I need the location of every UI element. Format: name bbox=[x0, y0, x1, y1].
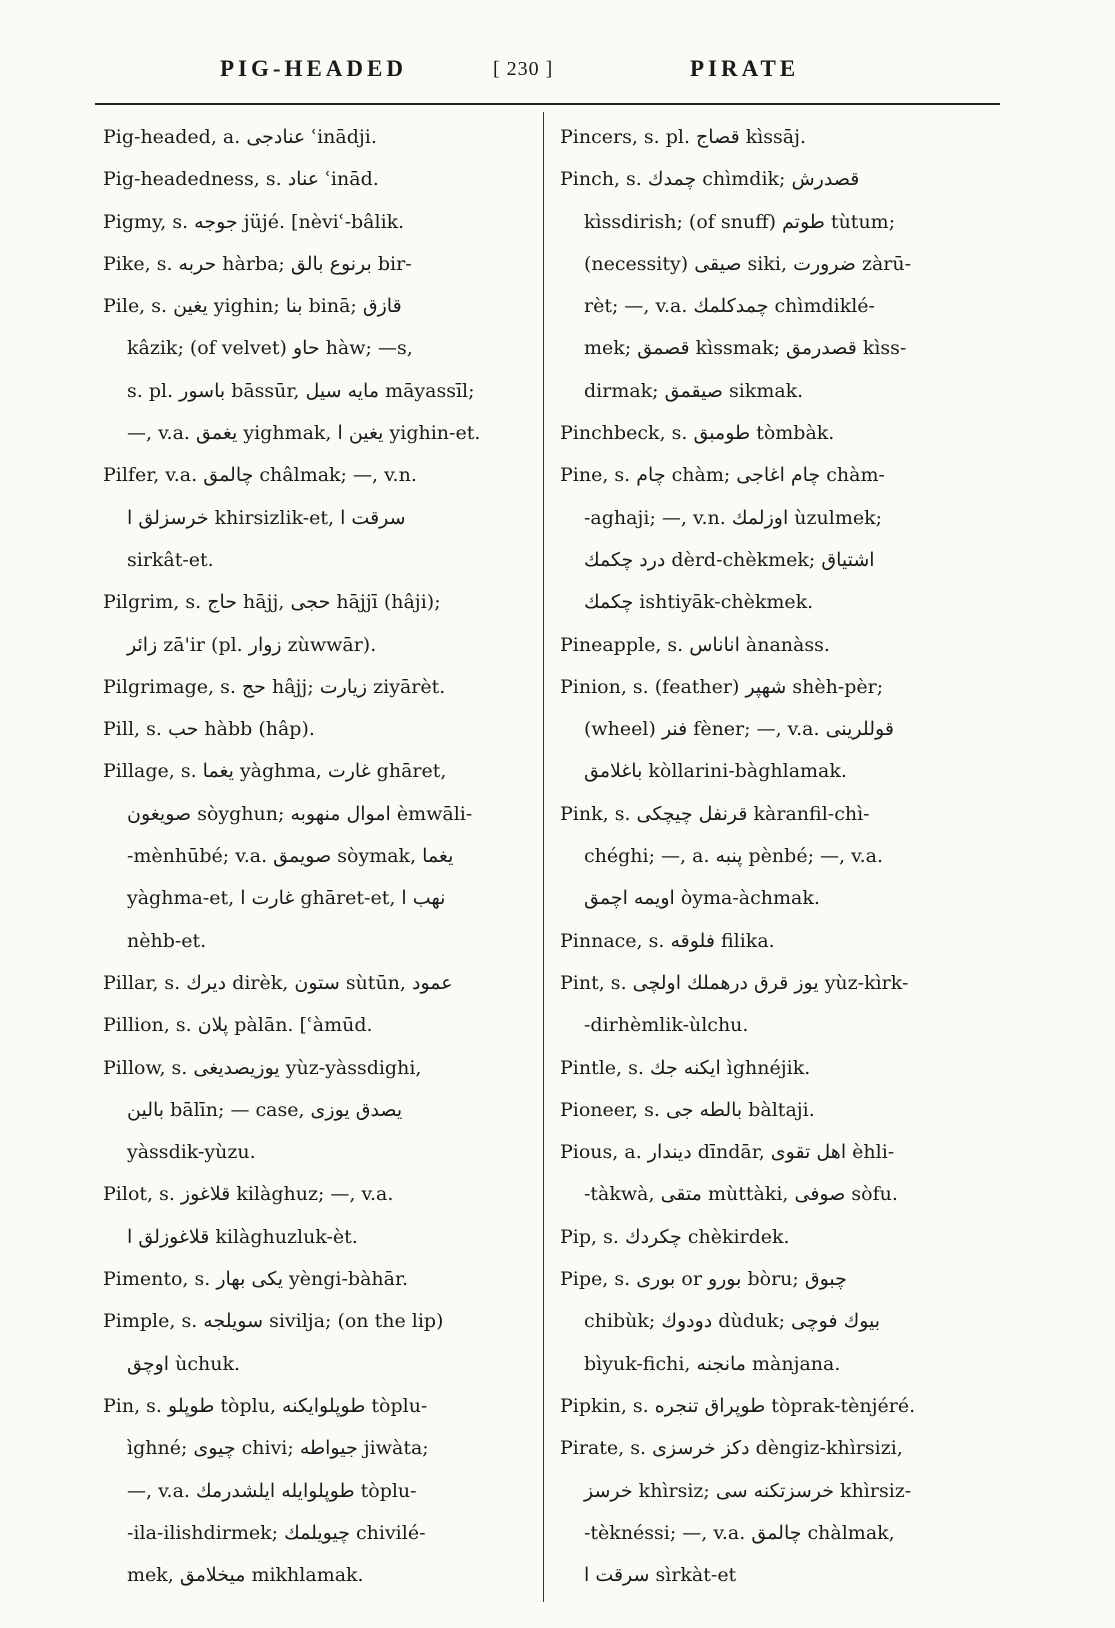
dictionary-entry-line: Pig-headed, a. عنادجی ʿinādji. bbox=[103, 126, 377, 148]
dictionary-entry-line: kìssdirish; (of snuff) طوتم tùtum; bbox=[584, 210, 896, 233]
column-divider bbox=[543, 112, 544, 1602]
dictionary-entry-line: -ila-ilishdirmek; چيويلمك chivilé- bbox=[127, 1521, 426, 1544]
dictionary-entry-line: Pip, s. چكردك chèkirdek. bbox=[560, 1225, 790, 1248]
dictionary-entry-line: Pike, s. حربه hàrba; برنوع بالق bir- bbox=[103, 252, 412, 275]
dictionary-entry-line: rèt; —, v.a. چمدكلمك chìmdiklé- bbox=[584, 295, 875, 318]
page-number: [ 230 ] bbox=[493, 58, 554, 80]
dictionary-entry-line: -aghaji; —, v.n. اوزلمك ùzulmek; bbox=[584, 506, 883, 529]
right-column bbox=[560, 116, 980, 1596]
dictionary-entry-line: Pint, s. يوز قرق درهملك اولچى yùz-kìrk- bbox=[560, 971, 909, 994]
dictionary-entry-line: Pile, s. يغين yighin; بنا binā; قازق bbox=[103, 295, 402, 318]
dictionary-entry-line: بالين bālīn; — case, يصدق يوزى bbox=[127, 1098, 403, 1121]
dictionary-entry-line: Pincers, s. pl. قصاج kìssāj. bbox=[560, 126, 807, 148]
dictionary-entry-line: yàssdik-yùzu. bbox=[127, 1141, 256, 1164]
dictionary-entry-line: chibùk; دودوك dùduk; بيوك فوچى bbox=[584, 1310, 881, 1333]
dictionary-entry-line: sirkât-et. bbox=[127, 548, 214, 571]
dictionary-entry-line: صويغون sòyghun; اموال منهوبه èmwāli- bbox=[127, 802, 473, 825]
dictionary-entry-line: Pinion, s. (feather) شهپر shèh-pèr; bbox=[560, 675, 884, 698]
dictionary-entry-line: mek, ميخلامق mikhlamak. bbox=[127, 1564, 364, 1587]
dictionary-entry-line: Pirate, s. دكز خرسزى dèngiz-khìrsizi, bbox=[560, 1437, 903, 1460]
dictionary-entry-line: s. pl. باسور bāssūr, مايه سيل māyassīl; bbox=[127, 379, 475, 402]
dictionary-entry-line: ìghné; چيوى chivi; جيواطه jiwàta; bbox=[127, 1437, 429, 1460]
dictionary-entry-line: خرسز khìrsiz; خرسزتكنه سى khìrsiz- bbox=[584, 1479, 912, 1502]
dictionary-entry-line: -mènhūbé; v.a. صويمق sòymak, يغما bbox=[127, 845, 454, 868]
dictionary-entry-line: باغلامق kòllarini-bàghlamak. bbox=[584, 760, 847, 783]
dictionary-entry-line: Pilot, s. قلاغوز kilàghuz; —, v.a. bbox=[103, 1183, 394, 1206]
dictionary-entry-line: Pinch, s. چمدك chìmdik; قصدرش bbox=[560, 168, 860, 191]
dictionary-entry-line: اوچق ùchuk. bbox=[127, 1352, 240, 1375]
dictionary-entry-line: Pipkin, s. طوپراق تنجره tòprak-tènjéré. bbox=[560, 1394, 916, 1417]
dictionary-entry-line: mek; قصمق kìssmak; قصدرمق kìss- bbox=[584, 337, 907, 360]
dictionary-entry-line: اويمه اچمق òyma-àchmak. bbox=[584, 887, 820, 910]
dictionary-entry-line: سرقت ا sìrkàt-et bbox=[584, 1564, 737, 1587]
dictionary-entry-line: Pinnace, s. فلوقه filika. bbox=[560, 929, 775, 952]
dictionary-entry-line: kâzik; (of velvet) حاو hàw; —s, bbox=[127, 337, 413, 360]
dictionary-entry-line: Pious, a. ديندار dīndār, اهل تقوى èhli- bbox=[560, 1141, 895, 1164]
dictionary-entry-line: Pin, s. طوپلو tòplu, طوپلوايكنه tòplu- bbox=[103, 1394, 428, 1417]
dictionary-entry-line: Pillage, s. يغما yàghma, غارت ghāret, bbox=[103, 760, 447, 783]
dictionary-entry-line: Pillow, s. يوزيصديغى yùz-yàssdighi, bbox=[103, 1056, 422, 1079]
dictionary-entry-line: nèhb-et. bbox=[127, 929, 207, 952]
dictionary-entry-line: (wheel) فنر fèner; —, v.a. قوللرينى bbox=[584, 718, 894, 741]
dictionary-entry-line: (necessity) صيقى siki, ضرورت zàrū- bbox=[584, 252, 912, 275]
dictionary-entry-line: Pill, s. حب hàbb (hâp). bbox=[103, 718, 315, 741]
dictionary-entry-line: dirmak; صيقمق sikmak. bbox=[584, 379, 804, 402]
dictionary-entry-line: Pig-headedness, s. عناد ʿinād. bbox=[103, 168, 379, 191]
dictionary-entry-line: —, v.a. يغمق yighmak, يغين ا yighin-et. bbox=[127, 422, 481, 445]
running-head-left: PIG-HEADED bbox=[220, 56, 407, 81]
header-rule bbox=[95, 103, 1000, 105]
page-header bbox=[95, 52, 1000, 92]
dictionary-entry-line: Pioneer, s. بالطه جى bàltaji. bbox=[560, 1098, 815, 1121]
dictionary-entry-line: Pilgrim, s. حاج hājj, حجى hājjī (hâji); bbox=[103, 591, 441, 614]
dictionary-entry-line: Pillion, s. پلان pàlān. [ʿàmūd. bbox=[103, 1014, 373, 1037]
dictionary-entry-line: چكمك ishtiyāk-chèkmek. bbox=[584, 591, 814, 614]
running-head-right: PIRATE bbox=[690, 56, 800, 81]
dictionary-entry-line: Pilfer, v.a. چالمق châlmak; —, v.n. bbox=[103, 464, 417, 487]
dictionary-entry-line: زائر zā'ir (pl. زوار zùwwār). bbox=[127, 633, 377, 656]
dictionary-entry-line: Pinchbeck, s. طومبق tòmbàk. bbox=[560, 422, 835, 445]
dictionary-entry-line: Pimento, s. يكى بهار yèngi-bàhār. bbox=[103, 1268, 409, 1291]
dictionary-entry-line: Pilgrimage, s. حج hâjj; زيارت ziyārèt. bbox=[103, 675, 446, 698]
dictionary-entry-line: chéghi; —, a. پنبه pènbé; —, v.a. bbox=[584, 845, 883, 868]
dictionary-entry-line: Pillar, s. ديرك dirèk, ستون sùtūn, عمود bbox=[103, 971, 453, 994]
dictionary-entry-line: -tàkwà, متقى mùttàki, صوفى sòfu. bbox=[584, 1183, 898, 1206]
dictionary-entry-line: Pineapple, s. اناناس ànanàss. bbox=[560, 633, 830, 656]
dictionary-entry-line: -tèknéssi; —, v.a. چالمق chàlmak, bbox=[584, 1521, 895, 1544]
dictionary-entry-line: Pink, s. قرنفل چيچكى kàranfil-chì- bbox=[560, 802, 870, 825]
dictionary-entry-line: Pine, s. چام chàm; چام اغاجى chàm- bbox=[560, 464, 885, 487]
dictionary-entry-line: درد چكمك dèrd-chèkmek; اشتياق bbox=[584, 548, 875, 571]
dictionary-entry-line: قلاغوزلق ا kilàghuzluk-èt. bbox=[127, 1225, 358, 1248]
dictionary-entry-line: —, v.a. طوپلوايله ايلشدرمك tòplu- bbox=[127, 1479, 417, 1502]
dictionary-entry-line: -dirhèmlik-ùlchu. bbox=[584, 1014, 749, 1037]
left-column bbox=[103, 116, 523, 1596]
dictionary-entry-line: Pimple, s. سويلجه sivilja; (on the lip) bbox=[103, 1310, 444, 1333]
dictionary-entry-line: Pigmy, s. جوجه jüjé. [nèviʿ-bâlik. bbox=[103, 210, 405, 233]
dictionary-entry-line: bìyuk-fichi, مانجنه mànjana. bbox=[584, 1352, 841, 1375]
dictionary-entry-line: Pipe, s. بورى or بورو bòru; چبوق bbox=[560, 1268, 847, 1291]
dictionary-entry-line: yàghma-et, غارت ا ghāret-et, نهب ا bbox=[127, 887, 446, 910]
dictionary-entry-line: خرسزلق ا khirsizlik-et, سرقت ا bbox=[127, 506, 406, 529]
dictionary-entry-line: Pintle, s. ايكنه جك ìghnéjik. bbox=[560, 1056, 811, 1079]
